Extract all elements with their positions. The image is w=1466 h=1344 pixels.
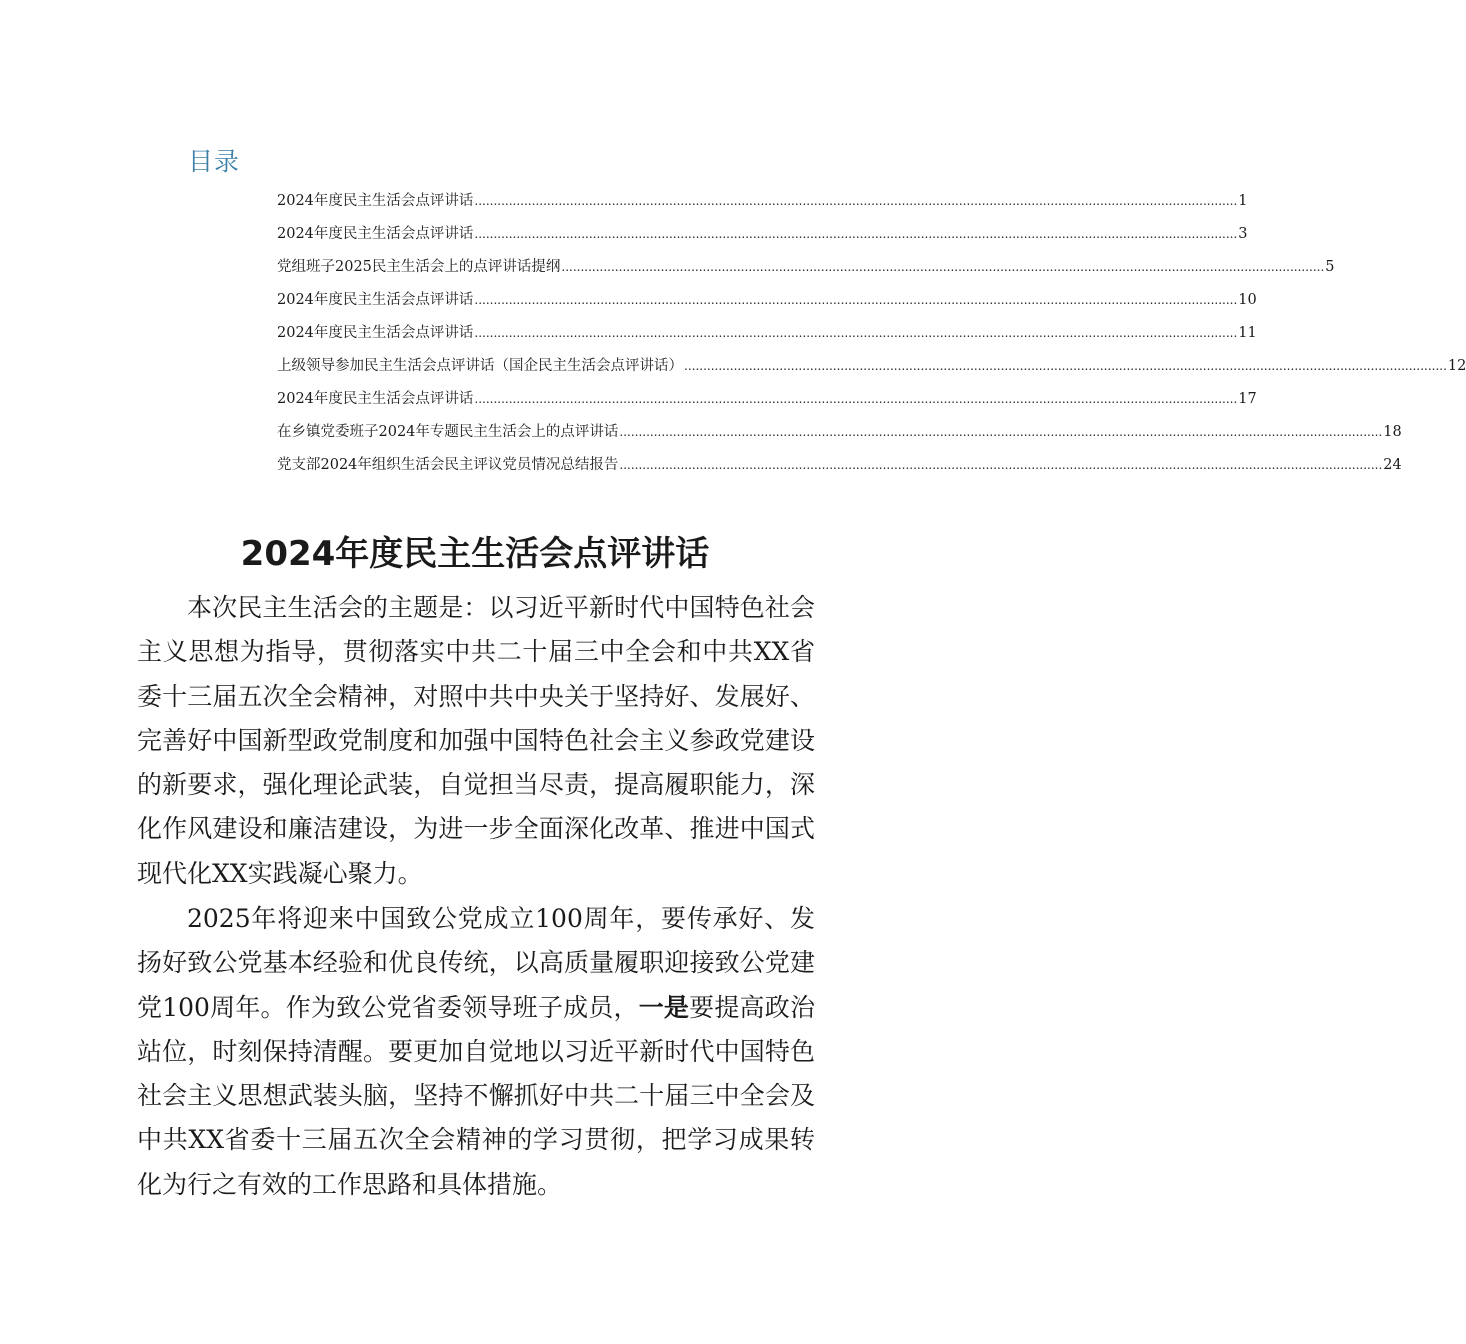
toc-entry-page: 3 [1238, 226, 1248, 242]
toc-entry-page: 10 [1238, 292, 1257, 308]
toc-leader-dots: ........................................................................................................................................................................................................ [474, 194, 1238, 208]
toc-leader-dots: ........................................................................................................................................................................................................ [474, 293, 1238, 307]
toc-entry-title: 2024年度民主生活会点评讲话 [277, 292, 474, 308]
document-title: 2024年度民主生活会点评讲话 [240, 534, 710, 574]
toc-entry-title: 2024年度民主生活会点评讲话 [277, 226, 474, 242]
toc-entry-page: 24 [1383, 457, 1402, 473]
toc-entry-9[interactable] [277, 449, 1402, 482]
toc-entry-page: 1 [1238, 193, 1248, 209]
toc-entry-5[interactable] [277, 317, 1257, 350]
toc-entry-title: 2024年度民主生活会点评讲话 [277, 193, 474, 209]
toc-entry-4[interactable] [277, 284, 1257, 317]
toc-entry-7[interactable] [277, 383, 1257, 416]
toc-entry-page: 11 [1238, 325, 1257, 341]
toc-leader-dots: ........................................................................................................................................................................................................ [561, 260, 1325, 274]
toc-entry-page: 12 [1447, 358, 1466, 374]
toc-entry-page: 17 [1238, 391, 1257, 407]
toc-entry-title: 在乡镇党委班子2024年专题民主生活会上的点评讲话 [277, 424, 619, 440]
body-paragraph-2 [137, 897, 815, 1207]
toc-entry-6[interactable] [277, 350, 1466, 383]
body-paragraph-1: 本次民主生活会的主题是：以习近平新时代中国特色社会主义思想为指导，贯彻落实中共二十届三中全会和中共XX省委十三届五次全会精神，对照中共中央关于坚持好、发展好、完善好中国新型政党制度和加强中国特色社会主义参政党建设的新要求，强化理论武装，自觉担当尽责，提高履职能力，深化作风建设和廉洁建设，为进一步全面深化改革、推进中国式现代化XX实践凝心聚力。 [137, 593, 815, 888]
toc-entry-title: 上级领导参加民主生活会点评讲话（国企民主生活会点评讲话） [277, 358, 683, 374]
toc-entry-8[interactable] [277, 416, 1402, 449]
paragraph-2-start: 2025年将迎来中国致公党成立100周年，要传承好、发扬好致公党基本经验和优良传统，以高质量履职迎接致公党建党100周年。作为致公党省委领导班子成员， [137, 904, 815, 1022]
toc-entry-page: 5 [1325, 259, 1335, 275]
toc-entry-title: 党支部2024年组织生活会民主评议党员情况总结报告 [277, 457, 619, 473]
paragraph-2-end: 要提高政治站位，时刻保持清醒。要更加自觉地以习近平新时代中国特色社会主义思想武装头脑，坚持不懈抓好中共二十届三中全会及中共XX省委十三届五次全会精神的学习贯彻，把学习成果转化为行之有效的工作思路和具体措施。 [137, 992, 815, 1199]
toc-heading: 目录 [188, 147, 241, 176]
toc-entry-2[interactable] [277, 218, 1248, 251]
toc-leader-dots: ........................................................................................................................................................................................................ [684, 359, 1447, 373]
toc-entry-1[interactable] [277, 185, 1248, 218]
toc-entry-title: 2024年度民主生活会点评讲话 [277, 391, 474, 407]
toc-leader-dots: ........................................................................................................................................................................................................ [474, 326, 1238, 340]
toc-leader-dots: ........................................................................................................................................................................................................ [619, 458, 1383, 472]
toc-leader-dots: ........................................................................................................................................................................................................ [474, 227, 1238, 241]
table-of-contents [277, 185, 1466, 482]
toc-entry-page: 18 [1383, 424, 1402, 440]
toc-leader-dots: ........................................................................................................................................................................................................ [474, 392, 1238, 406]
paragraph-2-emphasis: 一是 [638, 992, 690, 1022]
toc-entry-3[interactable] [277, 251, 1335, 284]
toc-entry-title: 党组班子2025民主生活会上的点评讲话提纲 [277, 259, 561, 275]
toc-leader-dots: ........................................................................................................................................................................................................ [619, 425, 1383, 439]
toc-entry-title: 2024年度民主生活会点评讲话 [277, 325, 474, 341]
